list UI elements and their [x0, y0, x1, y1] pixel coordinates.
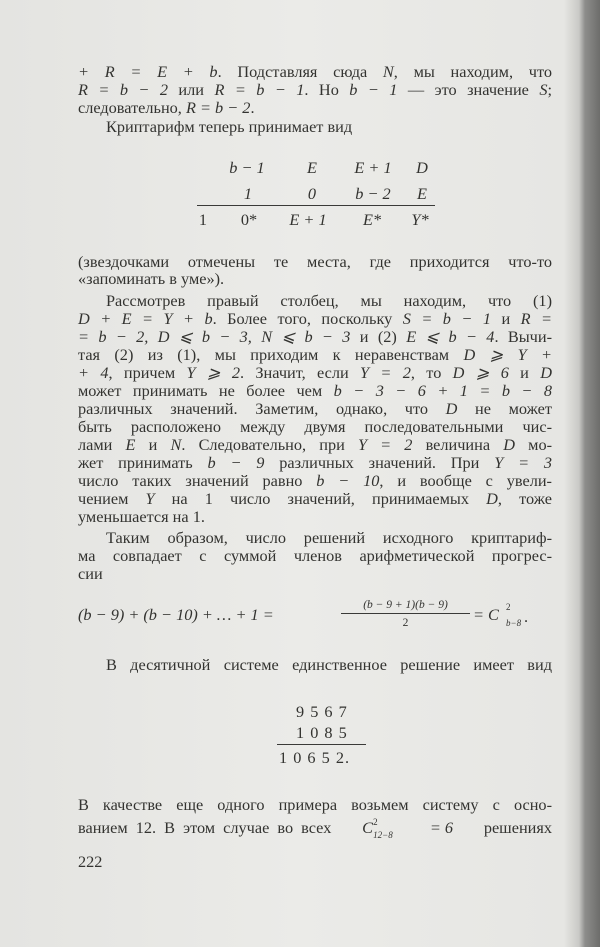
formula-end: .	[524, 607, 529, 626]
text-line	[78, 99, 552, 117]
text-segment: сии	[78, 564, 103, 583]
text-segment: Таким образом, число решений исходного криптариф-	[106, 528, 552, 547]
text-line	[78, 81, 552, 99]
math-segment: S	[539, 80, 548, 99]
math-segment: b − 10	[316, 471, 380, 490]
math-segment: E	[125, 435, 136, 454]
text-segment: . Подставляя сюда	[217, 62, 383, 81]
math-segment: Y = 3	[494, 453, 552, 472]
formula-denominator: 2	[402, 617, 409, 629]
cryptarithm-cell: 0	[307, 184, 317, 203]
math-segment: R = b − 2	[185, 98, 251, 117]
cryptarithm-cell: E + 1	[354, 158, 392, 177]
text-segment: ванием 12. В этом случае во всех	[78, 818, 332, 837]
text-segment: мо-	[515, 435, 553, 454]
text-line	[106, 292, 552, 310]
math-segment: D + E = Y + b	[78, 309, 213, 328]
math-segment: R = b − 1	[214, 80, 305, 99]
math-segment: b − 1	[349, 80, 398, 99]
text-line: Криптарифм теперь принимает вид	[106, 117, 353, 136]
math-segment: D ⩾ Y +	[463, 345, 553, 364]
math-segment: D	[445, 399, 458, 418]
math-segment: + R = E + b	[78, 62, 218, 81]
text-segment: ;	[547, 80, 552, 99]
math-segment: Y	[145, 489, 155, 508]
text-segment: и	[508, 363, 541, 382]
text-segment: . Значит, если	[239, 363, 361, 382]
cryptarithm-cell: b − 1	[229, 158, 265, 177]
text-line	[78, 418, 552, 436]
text-segment: , причем	[108, 363, 187, 382]
text-segment: не может	[457, 399, 552, 418]
text-segment: «запоминать в уме»).	[78, 269, 225, 288]
text-segment: и	[490, 309, 521, 328]
math-segment: D ⩾ 6	[452, 363, 509, 382]
text-segment: , и вообще с увели-	[379, 471, 552, 490]
text-segment: величина	[412, 435, 504, 454]
math-segment: = b − 2, D ⩽ b − 3, N ⩽ b − 3	[78, 327, 351, 346]
cryptarithm-cell: b − 2	[355, 184, 391, 203]
text-segment: различных значений. Заметим, однако, что	[78, 399, 446, 418]
cryptarithm-cell: D	[416, 158, 428, 177]
math-sub: 12−8	[373, 830, 393, 840]
text-line	[78, 472, 552, 490]
text-line	[78, 565, 552, 583]
text-segment: . Вычи-	[494, 327, 552, 346]
math-segment: D	[486, 489, 498, 508]
text-segment: решениях	[483, 818, 552, 837]
math-segment: Y ⩾ 2	[186, 363, 240, 382]
text-line	[78, 328, 552, 346]
math-segment: D	[540, 363, 552, 382]
text-segment: , то	[410, 363, 453, 382]
text-segment: . Но	[304, 80, 350, 99]
text-segment: может принимать не более чем	[78, 381, 334, 400]
page-number: 222	[78, 852, 103, 871]
math-segment: N	[382, 62, 394, 81]
text-line	[78, 310, 552, 328]
formula-sub: b−8	[506, 618, 522, 628]
text-line	[78, 508, 552, 526]
math-segment: Y = 2	[357, 435, 413, 454]
math-c: C	[362, 818, 374, 837]
math-segment: N	[170, 435, 182, 454]
text-segment: — это значение	[397, 80, 540, 99]
text-segment: .	[250, 98, 255, 117]
cryptarithm-cell: E + 1	[289, 210, 327, 229]
text-line	[106, 529, 552, 547]
text-line	[78, 400, 552, 418]
math-segment: D	[503, 435, 515, 454]
text-line	[78, 454, 552, 472]
formula-left: (b − 9) + (b − 10) + … + 1 =	[78, 605, 274, 624]
text-line	[78, 63, 552, 81]
text-line	[106, 656, 552, 674]
text-line	[78, 364, 552, 382]
cryptarithm-cell: Y*	[411, 210, 429, 229]
text-line	[78, 382, 552, 400]
cryptarithm-cell: E	[417, 184, 427, 203]
cryptarithm-cell: 1	[198, 210, 208, 229]
sum-rule	[197, 205, 435, 206]
math-segment: S = b − 1	[402, 309, 491, 328]
math-sup: 2	[373, 817, 378, 827]
text-segment: . Следовательно, при	[181, 435, 358, 454]
text-segment: тая (2) из (1), мы приходим к неравенствам	[78, 345, 464, 364]
cryptarithm-cell: E	[307, 158, 317, 177]
sum: 1 0 6 5 2.	[279, 748, 351, 767]
text-line	[78, 270, 552, 288]
text-segment: и	[135, 435, 171, 454]
math-segment: + 4	[78, 363, 109, 382]
text-segment: или	[167, 80, 215, 99]
text-line	[78, 547, 552, 565]
cryptarithm-cell: 1	[243, 184, 253, 203]
text-segment: , мы находим, что	[393, 62, 552, 81]
sum-rule	[277, 744, 366, 745]
text-line	[78, 346, 552, 364]
text-line: В качестве еще одного примера возьмем систему с осно-	[78, 795, 552, 814]
math-segment: b − 3 − 6 + 1 = b − 8	[333, 381, 552, 400]
text-segment: число таких значений равно	[78, 471, 317, 490]
text-segment: следовательно,	[78, 98, 186, 117]
formula-eq: = C	[473, 605, 499, 624]
text-segment: и (2)	[350, 327, 407, 346]
text-segment: . Более того, поскольку	[212, 309, 403, 328]
text-segment: лами	[78, 435, 126, 454]
text-segment: на 1 число значений, принимаемых	[154, 489, 487, 508]
text-segment: чением	[78, 489, 146, 508]
text-line	[78, 436, 552, 454]
text-line	[78, 490, 552, 508]
text-line	[78, 817, 552, 840]
text-segment: ма совпадает с суммой членов арифметической прогрес-	[78, 546, 552, 565]
inline-math	[362, 817, 399, 840]
text-segment: жет принимать	[78, 453, 208, 472]
cryptarithm-cell: 0*	[240, 210, 258, 229]
addend-2: 1 0 8 5	[296, 723, 348, 742]
cryptarithm-cell: E*	[362, 210, 382, 229]
formula-sup: 2	[506, 602, 511, 612]
text-segment: быть расположено между двумя последовательными чис-	[78, 417, 552, 436]
formula-numerator: (b − 9 + 1)(b − 9)	[363, 599, 448, 611]
text-segment: Рассмотрев правый столбец, мы находим, что (1)	[106, 291, 552, 310]
text-segment: , тоже	[497, 489, 552, 508]
text-segment: различных значений. При	[264, 453, 495, 472]
text-segment: (звездочками отмечены те места, где приходится что-то	[78, 252, 552, 271]
math-segment: Y = 2	[360, 363, 411, 382]
addend-1: 9 5 6 7	[296, 702, 348, 721]
math-segment: R = b − 2	[78, 80, 168, 99]
text-segment: = 6	[429, 818, 454, 837]
text-segment: уменьшается на 1.	[78, 507, 205, 526]
text-segment: В десятичной системе единственное решение имеет вид	[106, 655, 552, 674]
math-segment: R =	[520, 309, 553, 328]
math-segment: b − 9	[207, 453, 265, 472]
math-segment: E ⩽ b − 4	[406, 327, 495, 346]
